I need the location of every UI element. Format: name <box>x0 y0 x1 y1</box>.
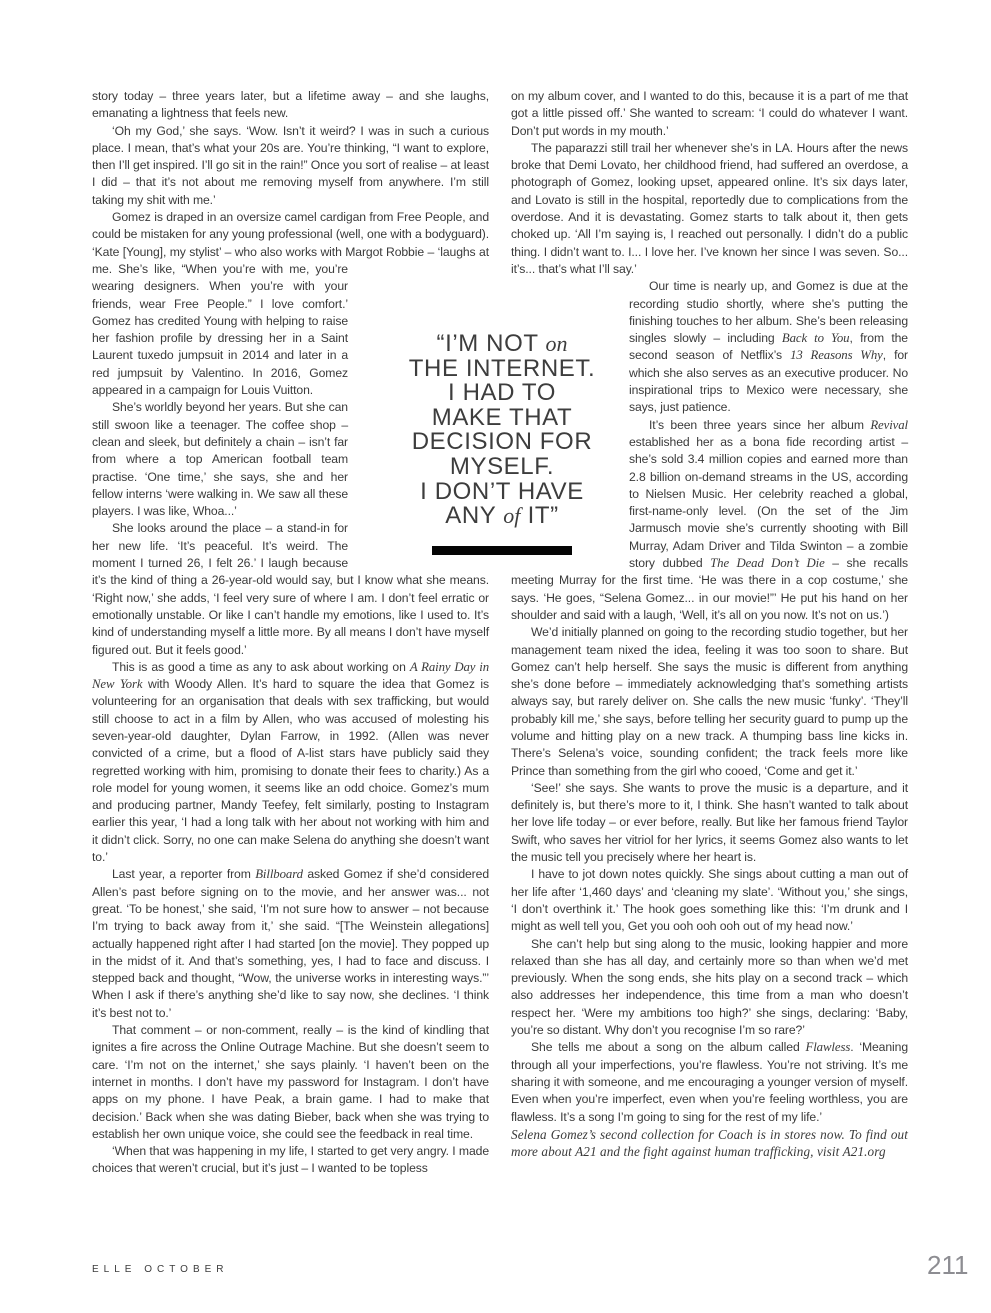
pull-quote-lines <box>392 332 612 529</box>
pull-quote-line: ANY of IT” <box>445 502 559 530</box>
left-column-text <box>92 88 489 1178</box>
paragraph: ‘See!’ she says. She wants to prove the music is a departure, and it definitely is, but there’s more to it, I think. She hasn’t wanted to talk about her love life today – or ever before, really. But like her famous friend Taylor Swift, who saves her vitriol for her lyrics, it seems Gomez also wants to let the music tell you precisely where her heart is. <box>511 780 908 865</box>
paragraph: ‘Oh my God,’ she says. ‘Wow. Isn’t it weird? I was in such a curious place. I mean, that’s what your 20s are. You’re thinking, “I want to explore, then I’ll get inspired. I’ll go sit in the rain!” Once you sort of realise – at least I did – that it’s not about me removing myself from anywhere. I’m still taking my shit with me.’ <box>92 123 489 207</box>
footer-magazine-label: ELLE OCTOBER <box>92 1264 229 1275</box>
pull-quote-line: DECISION FOR <box>411 428 593 456</box>
paragraph: She’s worldly beyond her years. But she can still swoon like a teenager. The coffee shop – clean and sleek, but definitely a chain – isn’t far from where a top American football team practise. ‘One time,’ she says, she and her fellow interns ‘were walking in. We saw all these players. I was like, Whoa...’ <box>92 400 348 519</box>
italic-work-title: Back to You <box>781 331 850 346</box>
paragraph: Last year, a reporter from Billboard asked Gomez if she’d considered Allen’s past before signing on to the movie, and her answer was... not great. ‘To be honest,’ she said, ‘I’m not sure how to answer – not because I’m trying to back away from it,’ she said. “[The Weinstein allegations] actually happened right after I had started [on the movie]. They popped up in the midst of it. And that’s something, yes, I had to face and discuss. I stepped back and thought, “Wow, the universe works in interesting ways.”’ When I ask if there’s anything she’d like to say now, she declines. ‘I think it’s best not to.’ <box>92 867 489 1020</box>
paragraph: Our time is nearly up, and Gomez is due at the recording studio shortly, where she’s putting the finishing touches to her album. She’s been releasing singles slowly – including Back to You, from the second season of Netflix’s 13 Reasons Why, for which she also serves as an executive producer. No inspirational trips to Mexico were necessary, she says, just patience. <box>629 279 908 415</box>
italic-work-title: Flawless <box>805 1040 851 1055</box>
pull-quote-line: MAKE THAT <box>431 403 573 431</box>
page-number: 211 <box>927 1250 969 1280</box>
paragraph: I have to jot down notes quickly. She sings about cutting a man out of her life after ‘1,460 days’ and ‘cleaning my slate’. ‘Without you,’ she sings, ‘I don’t overthink it.’ The hook goes something like this: ‘I’m drunk and I might as well tell you, Get you ooh ooh ooh out of my head now.’ <box>511 867 908 934</box>
italic-work-title: Revival <box>870 417 908 432</box>
italic-work-title: The Dead Don’t Die <box>710 556 825 571</box>
pull-quote-italic-word: of <box>503 503 521 529</box>
paragraph: on my album cover, and I wanted to do this, because it is a part of me that got a little pissed off.’ She wanted to scream: ‘I could do whatever I want. Don’t put words in my mouth.’ <box>511 89 908 138</box>
paragraph: This is as good a time as any to ask about working on A Rainy Day in New York with Woody Allen. It’s hard to square the idea that Gomez is volunteering for an organisation that deals with sex trafficking, but would still choose to act in a film by Allen, who was accused of molesting his seven-year-old daughter, Dylan Farrow, in 1992. (Allen was never convicted of a crime, but a flood of A-list stars have publicly said they regretted working with him, promising to donate their fees to charity.) As a role model for young women, it seems like an odd choice. Gomez’s mum and producing partner, Mandy Teefey, felt similarly, posting to Instagram earlier this year, ‘I had a long talk with her about not working with him and it didn’t click. Sorry, no one can make Selena do anything she doesn’t want to.’ <box>92 659 489 865</box>
paragraph: She looks around the place – a stand-in for her new life. ‘It’s peaceful. It’s weird. The moment I turned 26, I felt 26.’ I laugh because it’s the kind of thing a 26-year-old would say, but I know what she means. ‘Right now,’ she adds, ‘I feel very sure of where I am. I don’t feel erratic or emotionally unstable. Or like I can’t handle my emotions, like I used to. It’s kind of understanding myself a little more. By all means I don’t have myself figured out. But it feels good.’ <box>92 521 489 657</box>
pull-quote-italic-word: on <box>545 331 568 356</box>
pull-quote-line: “I’M NOT on <box>436 330 568 357</box>
italic-work-title: A Rainy Day in New York <box>92 659 489 692</box>
paragraph: Gomez is draped in an oversize camel cardigan from Free People, and could be mistaken for any young professional (well, one with a bodyguard). ‘Kate [Young], my stylist’ – who also works with Margot Robbie – ‘laughs at me. She’s like, “When you’re with me, you’re wearing designers. When you’re with your friends, wear Free People.” I love comfort.’ Gomez has credited Young with helping to raise her fashion profile by dressing her in a Saint Laurent tuxedo jumpsuit in 2014 and later in a red jumpsuit by Valentino. In 2016, Gomez appeared in a campaign for Louis Vuitton. <box>92 210 489 398</box>
right-column-text <box>511 88 908 1160</box>
paragraph: We’d initially planned on going to the recording studio together, but her management team nixed the idea, feeling it was too soon to share. But Gomez can’t help herself. She says the music is different from anything she’s done before – immediately acknowledging that’s something artists always say, but rarely deliver on. She calls the new music ‘funky’. ‘They’ll probably kill me,’ she says, before telling her security guard to pump up the volume and hitting play on a new track. A thumping bass line kicks in. There’s Selena’s voice, sounding confident; the track feels more like Prince than something from the girl who cooed, ‘Come and get it.’ <box>511 625 908 778</box>
pull-quote-line: THE INTERNET. <box>408 354 596 382</box>
pull-quote <box>392 332 612 555</box>
pull-quote-line: I HAD TO <box>448 379 556 407</box>
paragraph: She tells me about a song on the album called Flawless. ‘Meaning through all your imperfections, you’re flawless. You’re not striving. It’s me sharing it with someone, and me encouraging a younger version of myself. Even when you’re imperfect, even when you’re feeling worthless, you are flawless. It’s a song I’m going to sing for the rest of my life.’ <box>511 1040 909 1124</box>
paragraph: That comment – or non-comment, really – is the kind of kindling that ignites a fire across the Online Outrage Machine. But she doesn’t seem to care. ‘I’m not on the internet,’ she says plainly. ‘I haven’t been on the internet in months. I don’t have my password for Instagram. I don’t have apps on my phone. I have Peak, a brain game. I had to make that decision.’ Back when she was dating Bieber, back when she was trying to establish her own unique voice, she could see the feedback in real time. <box>92 1023 489 1141</box>
pull-quote-line: MYSELF. <box>449 452 555 480</box>
italic-work-title: Billboard <box>255 867 303 882</box>
paragraph: story today – three years later, but a lifetime away – and she laughs, emanating a lightness that feels new. <box>92 89 489 121</box>
pull-quote-line: I DON’T HAVE <box>420 477 584 505</box>
paragraph: It’s been three years since her album Revival established her as a bona fide recording artist – she’s sold 3.4 million copies and earned more than 2.8 billion on-demand streams in the US, according to Nielsen Music. Her celebrity reached a global, first-name-only level. (On the set of the Jim Jarmusch movie she’s currently shooting with Bill Murray, Adam Driver and Tilda Swinton – a zombie story dubbed The Dead Don’t Die – she recalls meeting Murray for the first time. ‘He was there in a cop costume,’ she says. ‘He goes, “Selena Gomez... in our movie!”’ He put his hand on her shoulder and said with a laugh, ‘Well, it’s all on you now. It’s not on us.’) <box>511 417 908 622</box>
paragraph: The paparazzi still trail her whenever she’s in LA. Hours after the news broke that Demi Lovato, her childhood friend, had suffered an overdose, a photograph of Gomez, looking upset, appeared online. It’s six days later, and Lovato is still in the hospital, reportedly due to complications from the overdose. And it is devastating. Gomez starts to talk about it, then gets choked up. ‘All I’m saying is, I reached out personally. I didn’t do a public thing. I didn’t want to. I... I love her. I’ve known her since I was seven. So... it’s... that’s what I’ll say.’ <box>511 140 908 276</box>
paragraph: She can’t help but sing along to the music, looking happier and more relaxed than she has all day, and certainly more so than when we’d met previously. When the song ends, she hits play on a second track – which also addresses her independence, this time from a man who doesn’t respect her. ‘Were my ambitions too high?’ she sings, declaring: ‘Baby, you’re so distant. Why don’t you recognise I’m so rare?’ <box>511 936 908 1038</box>
paragraph: ‘When that was happening in my life, I started to get very angry. I made choices that weren’t crucial, but it’s just – I wanted to be topless <box>92 1144 489 1176</box>
italic-work-title: 13 Reasons Why <box>790 348 883 363</box>
paragraph: Selena Gomez’s second collection for Coach is in stores now. To find out more about A21 and the fight against human trafficking, visit A21.org <box>511 1126 908 1160</box>
pull-quote-underline-bar <box>432 546 572 555</box>
